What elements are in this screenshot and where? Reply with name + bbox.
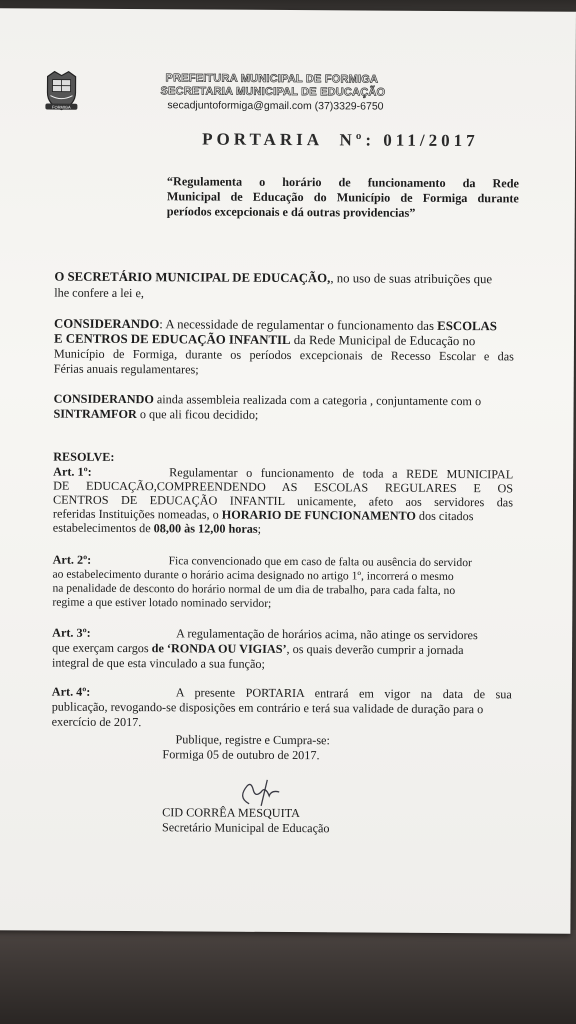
resolve-heading: RESOLVE: xyxy=(53,449,115,464)
art1-l4a: referidas Instituições nomeadas, o xyxy=(52,506,222,522)
art3-line-3: integral de que esta vinculado a sua função; xyxy=(51,655,265,671)
art1-line-2: DE EDUCAÇÃO,COMPREENDENDO AS ESCOLAS REGULARES E OS xyxy=(53,478,514,496)
considerando2-l2b: o que ali ficou decidido; xyxy=(136,407,259,422)
art3-label: Art. 3º: xyxy=(52,625,91,640)
title-number: Nº: 011/2017 xyxy=(339,130,479,151)
art1-l5c: ; xyxy=(257,521,262,536)
considerando1-l1a: : A necessidade de regulamentar o funcionamento das xyxy=(159,317,435,333)
art1-l5b: 08,00 às 12,00 horas xyxy=(153,521,258,536)
art1-l4b: HORARIO DE FUNCIONAMENTO xyxy=(221,507,416,523)
ementa-line-2: Municipal de Educação do Município de Formiga durante xyxy=(166,189,519,206)
crest-text: FORMIGA xyxy=(52,104,71,110)
art2-label: Art. 2º: xyxy=(52,552,92,567)
art3-l2c: , os quais deverão cumprir a jornada xyxy=(286,642,464,658)
art2-line-2: ao estabelecimento durante o horário acima designado no artigo 1º, incorrerá o mesmo xyxy=(52,567,454,584)
preamble-line-1 xyxy=(54,270,492,288)
header-contact: secadjuntoformiga@gmail.com (37)3329-6750 xyxy=(167,99,384,113)
header-secretaria: SECRETARIA MUNICIPAL DE EDUCAÇÃO xyxy=(160,85,386,99)
ementa-line-1: “Regulamenta o horário de funcionamento da Rede xyxy=(166,174,519,191)
art1-line-5 xyxy=(53,521,261,537)
art4-line-2: publicação, revogando-se disposições em contrário e terá sua validade de duração para o xyxy=(51,699,484,717)
title-label: PORTARIA xyxy=(202,129,324,150)
closing-line-1: Publique, registre e Cumpra-se: xyxy=(175,732,330,748)
considerando2-l1: ainda assembleia realizada com a categoria , conjuntamente com o xyxy=(153,392,482,409)
considerando1-label: CONSIDERANDO xyxy=(54,316,160,332)
header-prefeitura: PREFEITURA MUNICIPAL DE FORMIGA xyxy=(165,72,379,86)
considerando1-line-4: Férias anuais regulamentares; xyxy=(53,361,199,377)
considerando1-line-3: Município de Formiga, durante os períodos excepcionais de Recesso Escolar e das xyxy=(53,346,514,364)
considerando2-label: CONSIDERANDO xyxy=(53,391,154,407)
preamble-line-2: lhe confere a lei e, xyxy=(54,285,144,301)
considerando1-l2a: E CENTROS DE EDUCAÇÃO INFANTIL xyxy=(53,331,291,348)
art4-line-3: exercício de 2017. xyxy=(51,714,142,730)
art1-line-3: CENTROS DE EDUCAÇÃO INFANTIL unicamente, afeto aos servidores das xyxy=(52,492,514,510)
art1-label: Art. 1º: xyxy=(53,464,92,479)
preamble-bold: O SECRETÁRIO MUNICIPAL DE EDUCAÇÃO, xyxy=(54,269,331,286)
art4-label: Art. 4º: xyxy=(51,684,91,699)
municipal-crest-icon xyxy=(41,68,81,112)
art3-l2a: que exerçam cargos xyxy=(52,640,152,656)
closing-line-2: Formiga 05 de outubro de 2017. xyxy=(162,747,320,763)
document-page xyxy=(0,8,576,934)
preamble-rest: , no uso de suas atribuições que xyxy=(330,271,493,287)
art1-line-1: Regulamentar o funcionamento de toda a REDE MUNICIPAL xyxy=(169,465,514,482)
art2-line-1: Fica convencionado que em caso de falta ou ausência do servidor xyxy=(168,554,472,570)
ementa-line-3: períodos excepcionais e dá outras providencias” xyxy=(166,204,416,220)
background-bottom xyxy=(0,930,576,1024)
art1-l4c: dos citados xyxy=(415,508,474,524)
document-title xyxy=(202,129,479,151)
art3-line-1: A regulamentação de horários acima, não atinge os servidores xyxy=(176,626,478,643)
considerando2-l2a: SINTRAMFOR xyxy=(53,406,137,422)
signature-scribble xyxy=(215,770,295,810)
considerando1-l2b: da Rede Municipal de Educação no xyxy=(290,333,476,349)
art2-line-4: regime a que estiver lotado nominado servidor; xyxy=(52,595,272,610)
considerando1-l1b: ESCOLAS xyxy=(437,318,497,334)
signatory-role: Secretário Municipal de Educação xyxy=(161,820,330,836)
art1-l5a: estabelecimentos de xyxy=(52,520,154,536)
art3-l2b: de ‘RONDA OU VIGIAS’ xyxy=(151,641,287,657)
signatory-name: CID CORRÊA MESQUITA xyxy=(162,805,300,821)
art4-line-1: A presente PORTARIA entrará em vigor na data de sua xyxy=(175,685,512,702)
art2-line-3: na penalidade de desconto do horário normal de um dia de trabalho, para cada falta, no xyxy=(52,581,456,598)
considerando2-line-2 xyxy=(53,407,258,423)
